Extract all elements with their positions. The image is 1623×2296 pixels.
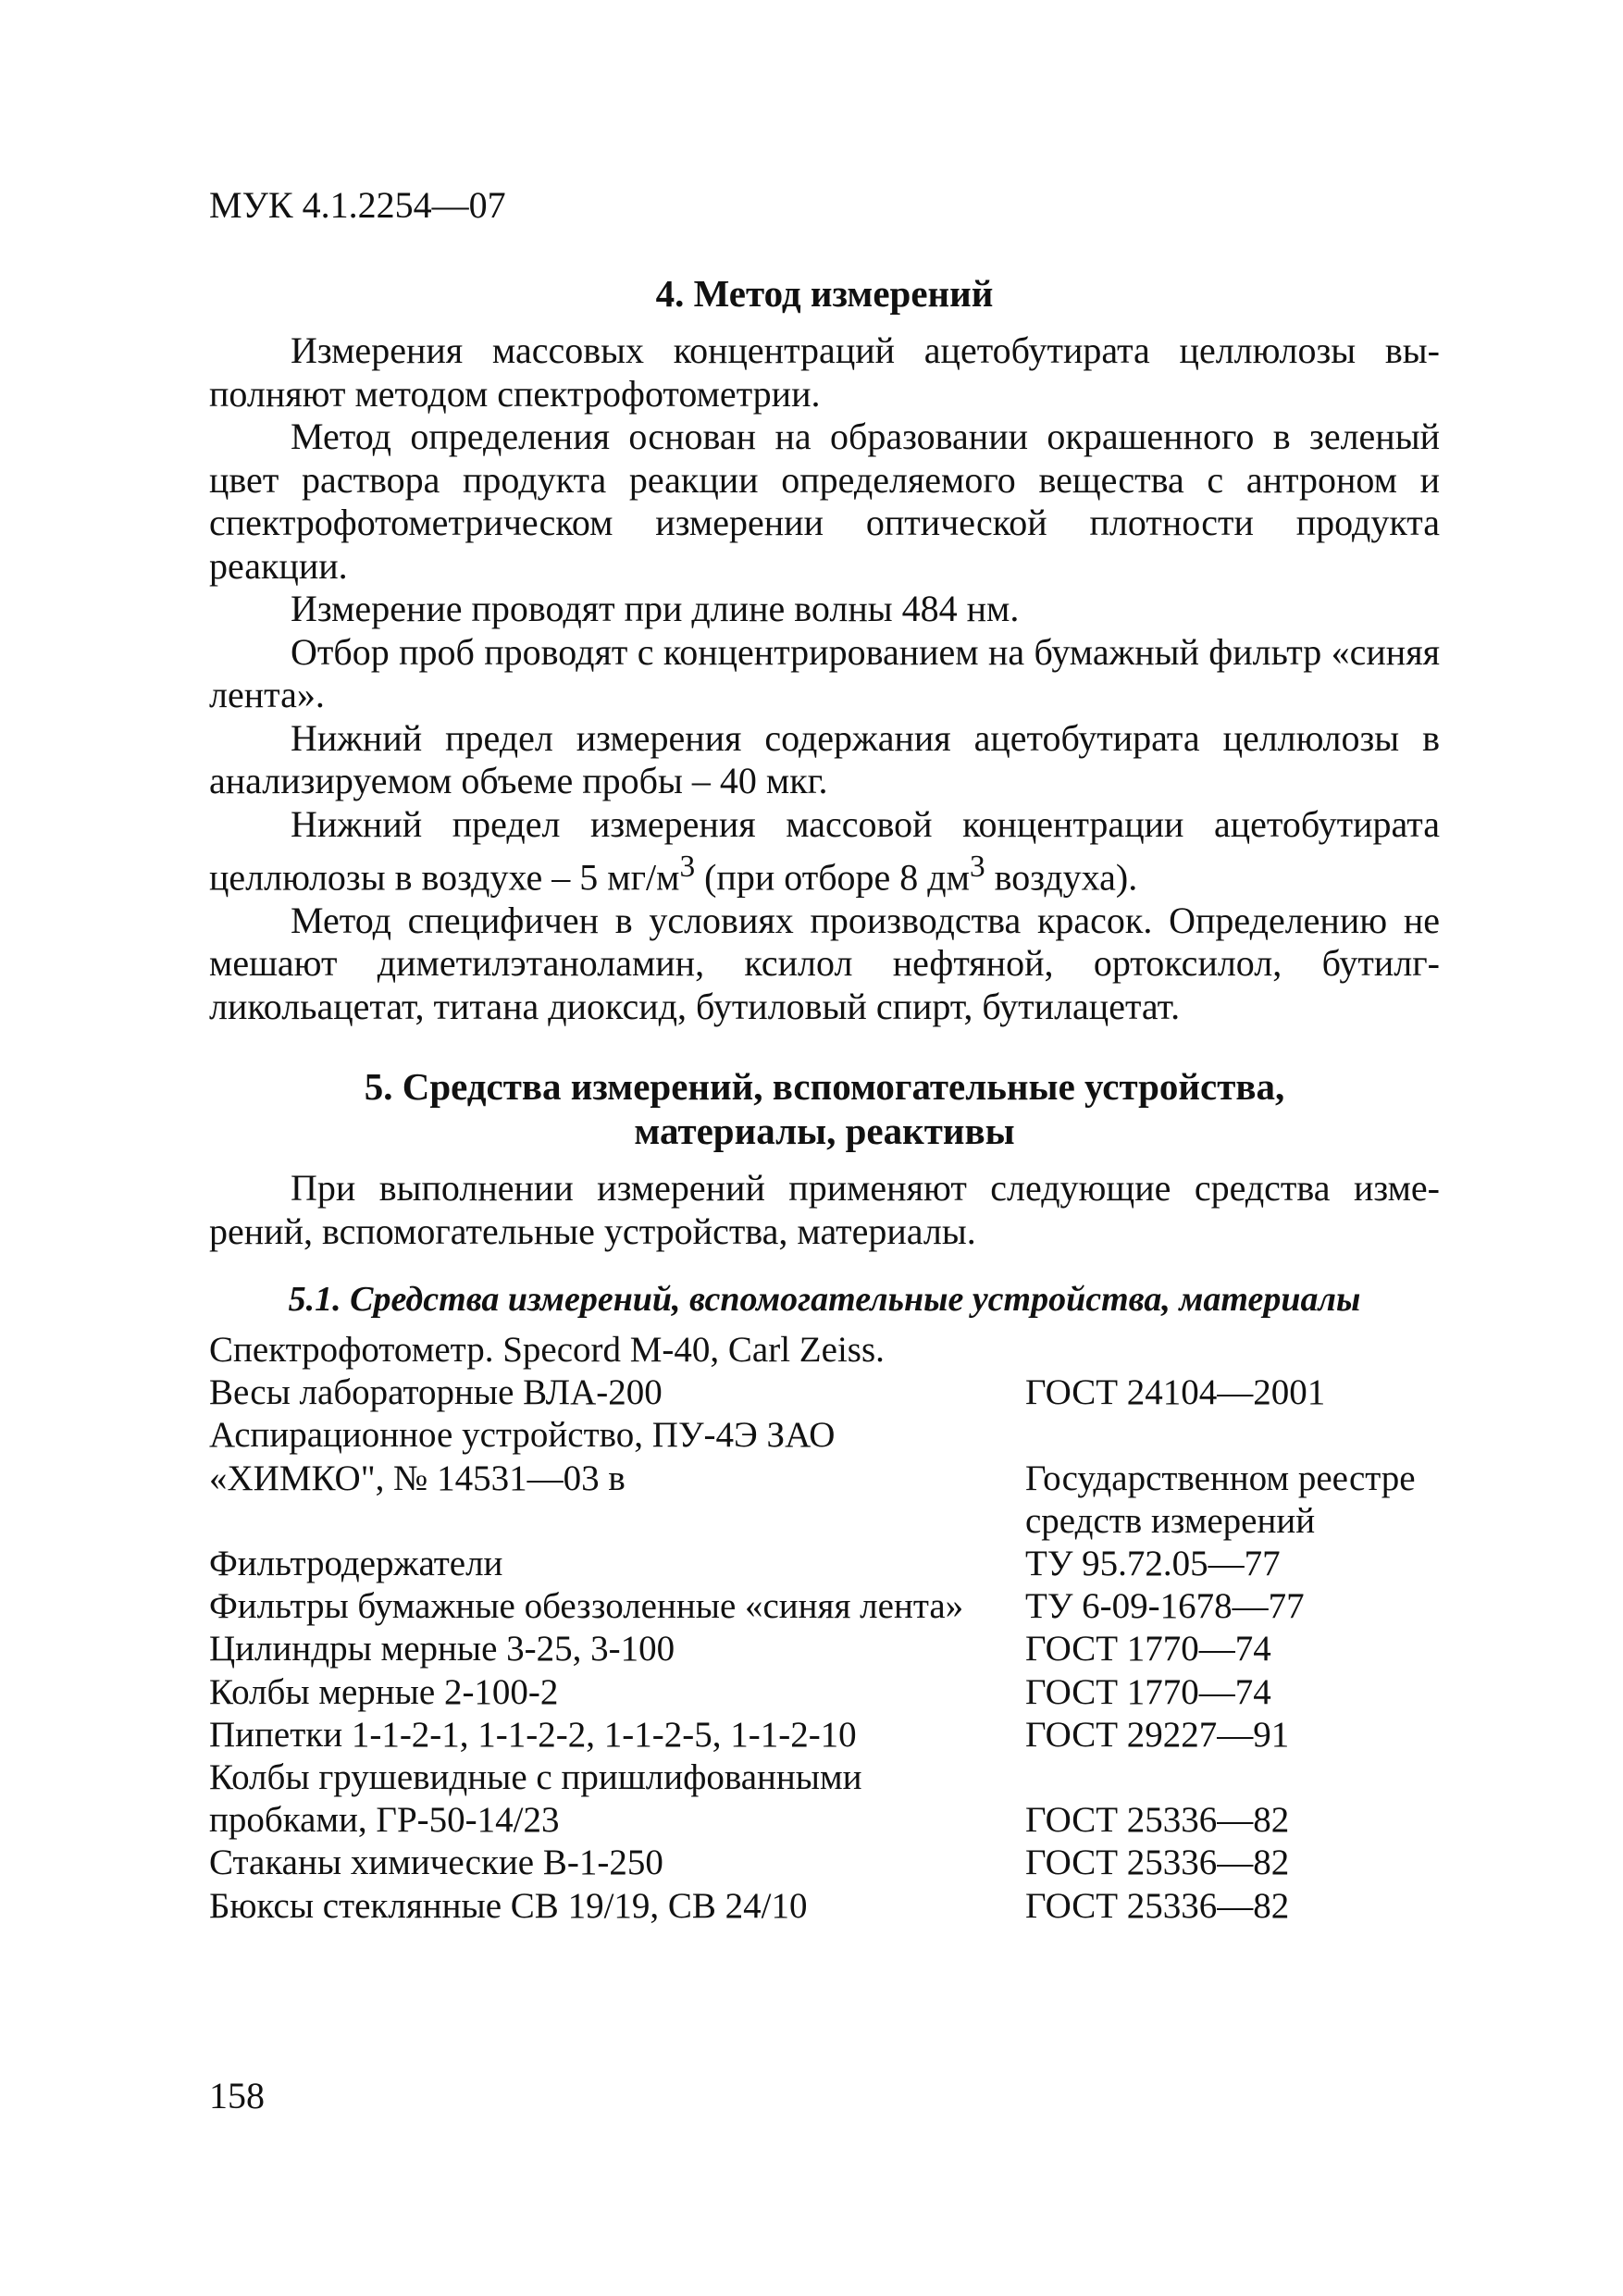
paragraph-lower-limit-content: Нижний предел измерения содержания ацетобутирата целлюлозы в анализируемом объеме пробы – 40 мкг.: [209, 716, 1440, 801]
concentration-text-middle: (при отборе 8 дм: [695, 856, 970, 899]
equipment-name: Аспирационное устройство, ПУ-4Э ЗАО «ХИМКО", № 14531—03 в: [209, 1415, 836, 1498]
equipment-list: [209, 1329, 1505, 1928]
list-item: [209, 1414, 1505, 1543]
list-item: [209, 1885, 1505, 1928]
equipment-name: Фильтродержатели: [209, 1544, 503, 1584]
section-5-title: [209, 1064, 1440, 1153]
cubic-decimeter-exponent: 3: [969, 850, 985, 884]
paragraph-lower-limit-concentration: [209, 803, 1440, 900]
list-item: [209, 1714, 1505, 1756]
section-4-title: 4. Метод измерений: [655, 272, 994, 315]
equipment-name: Спектрофотометр. Specord M-40, Carl Zeiss.: [209, 1330, 885, 1370]
equipment-standard: ТУ 95.72.05—77: [1025, 1544, 1281, 1584]
concentration-text-before: Нижний предел измерения массовой концентрации ацетобутирата целлюлозы в воздухе – 5 мг/м: [209, 802, 1440, 899]
equipment-name: Весы лабораторные ВЛА-200: [209, 1372, 663, 1413]
list-item: [209, 1628, 1505, 1670]
equipment-name: Стаканы химические В-1-250: [209, 1843, 663, 1883]
section-4-body: [209, 329, 1440, 1028]
cubic-meter-exponent: 3: [679, 850, 696, 884]
concentration-text-after: воздуха).: [985, 856, 1138, 899]
page-number: 158: [209, 2075, 265, 2116]
subsection-5-1-title: 5.1. Средства измерений, вспомогательные устройства, материалы: [288, 1280, 1361, 1319]
equipment-standard: ГОСТ 25336—82: [1025, 1885, 1290, 1926]
equipment-standard: Государственном реестре средств измерений: [1025, 1458, 1416, 1541]
list-item: [209, 1371, 1505, 1414]
equipment-standard: ГОСТ 1770—74: [1025, 1671, 1271, 1712]
equipment-name: Колбы мерные 2-100-2: [209, 1671, 559, 1712]
document-code-header: МУК 4.1.2254—07: [209, 184, 506, 226]
equipment-standard: ГОСТ 24104—2001: [1025, 1372, 1326, 1413]
paragraph-specificity: Метод специфичен в условиях производства красок. Определению не мешают диметилэтаноламин, ксилол нефтяной, ортоксилол, бутилгликольацетат, титана диоксид, бутиловый спирт, бутилацетат.: [209, 899, 1440, 1027]
equipment-standard: ГОСТ 25336—82: [1025, 1843, 1290, 1883]
paragraph-wavelength: Измерение проводят при длине волны 484 нм.: [291, 588, 1020, 629]
equipment-standard: ГОСТ 29227—91: [1025, 1714, 1290, 1755]
section-5-title-line-2: материалы, реактивы: [634, 1110, 1015, 1152]
list-item: [209, 1543, 1505, 1585]
list-item: [209, 1756, 1505, 1842]
list-item: [209, 1329, 1505, 1371]
equipment-name: Колбы грушевидные с пришлифованными пробками, ГР-50-14/23: [209, 1757, 862, 1841]
section-5-body: [209, 1167, 1440, 1253]
paragraph-method-principle: Метод определения основан на образовании окрашенного в зеленый цвет раствора продукта реакции определяемого вещества с антроном и спектрофотометрическом измерении оптической плотности продукта реакции.: [209, 416, 1440, 587]
list-item: [209, 1842, 1505, 1884]
equipment-standard: ТУ 6-09-1678—77: [1025, 1586, 1305, 1627]
equipment-name: Цилиндры мерные 3-25, 3-100: [209, 1629, 675, 1669]
equipment-name: Бюксы стеклянные СВ 19/19, СВ 24/10: [209, 1885, 808, 1926]
section-5-title-line-1: 5. Средства измерений, вспомогательные устройства,: [364, 1065, 1285, 1108]
paragraph-section-5-intro: При выполнении измерений применяют следующие средства измерений, вспомогательные устройства, материалы.: [209, 1167, 1440, 1252]
equipment-name: Пипетки 1-1-2-1, 1-1-2-2, 1-1-2-5, 1-1-2-10: [209, 1714, 857, 1755]
equipment-name: Фильтры бумажные обеззоленные «синяя лента»: [209, 1586, 964, 1627]
list-item: [209, 1585, 1505, 1628]
equipment-standard: ГОСТ 25336—82: [1025, 1800, 1290, 1841]
paragraph-sampling: Отбор проб проводят с концентрированием на бумажный фильтр «синяя лента».: [209, 630, 1440, 715]
list-item: [209, 1671, 1505, 1714]
equipment-standard: ГОСТ 1770—74: [1025, 1629, 1271, 1669]
paragraph-measurement-method: Измерения массовых концентраций ацетобутирата целлюлозы выполняют методом спектрофотометрии.: [209, 329, 1440, 415]
